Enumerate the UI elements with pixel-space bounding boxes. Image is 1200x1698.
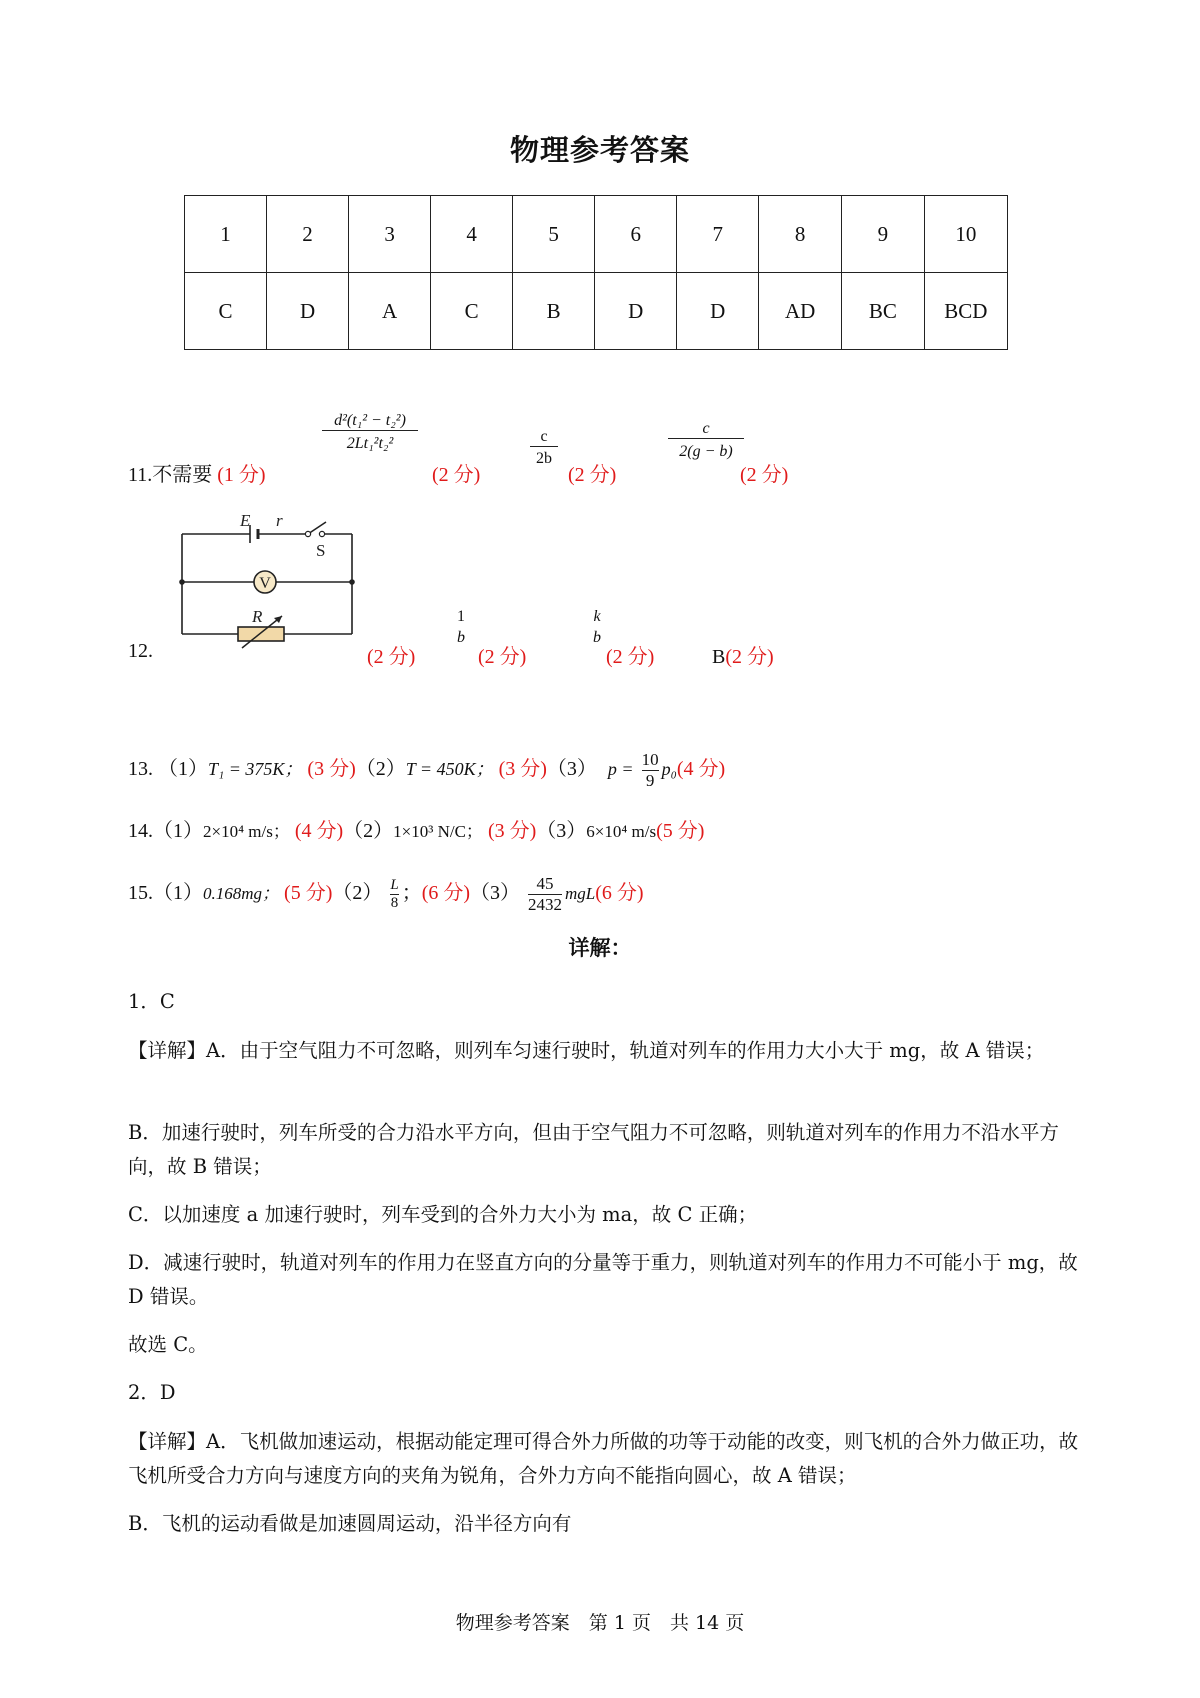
table-cell: BC	[842, 273, 925, 350]
table-cell: 6	[595, 196, 677, 273]
q12-label: 12.	[128, 640, 153, 662]
q13-answer-1: T₁ = 375K；	[208, 759, 303, 780]
table-row-answers	[185, 273, 1008, 350]
q13-score-2: (3 分)	[498, 758, 547, 781]
q14-part-2: （2）	[343, 820, 394, 842]
table-cell: C	[431, 273, 513, 350]
q14-part-3: （3）	[536, 820, 587, 842]
q15-score-2: (6 分)	[421, 882, 471, 905]
q12-fraction-2-denominator: b	[593, 629, 601, 646]
q15-answer-2-numerator: L	[390, 877, 399, 893]
detail-line: C．以加速度 a 加速行驶时，列车受到的合外力大小为 ma，故 C 正确；	[128, 1203, 758, 1226]
q15-part-1: （1）	[153, 882, 203, 905]
table-cell: 8	[759, 196, 842, 273]
circuit-label-r: r	[276, 511, 283, 530]
q15-part-2: （2）	[332, 882, 383, 905]
table-cell: 1	[185, 196, 267, 273]
detail-line: D．减速行驶时，轨道对列车的作用力在竖直方向的分量等于重力，则轨道对列车的作用力不可能小于 mg，故 D 错误。	[128, 1251, 1078, 1308]
q11-fraction-1-numerator: d²(t₁² − t₂²)	[334, 412, 406, 429]
table-cell: 3	[349, 196, 431, 273]
q13-score-3: (4 分)	[676, 758, 726, 781]
table-cell: BCD	[924, 273, 1007, 350]
q11-fraction-3	[668, 420, 744, 461]
q12-score-1: (2 分)	[367, 646, 416, 668]
q13-answer-3-numerator: 10	[641, 750, 659, 769]
circuit-label-v: V	[259, 575, 271, 592]
q13-score-1: (3 分)	[307, 758, 356, 781]
q13-answer-3-prefix: p =	[607, 759, 634, 780]
q11-score-2: (2 分)	[432, 464, 481, 486]
q12-fraction-1-denominator: b	[457, 629, 465, 646]
switch-icon	[305, 522, 326, 537]
circuit-label-s: S	[316, 541, 326, 560]
q15-answer-1: 0.168mg；	[203, 884, 280, 904]
q11-score-4: (2 分)	[740, 464, 789, 486]
q11-fraction-2-denominator: 2b	[530, 446, 558, 468]
q12-fraction-2	[588, 608, 606, 647]
q13-part-3: （3）	[546, 758, 597, 781]
q14-label: 14.	[128, 820, 153, 842]
q11-fraction-1	[322, 412, 418, 453]
table-cell: 4	[431, 196, 513, 273]
q15-answer-3-suffix: mgL	[565, 884, 596, 904]
q15-part-3: （3）	[470, 882, 521, 905]
q15-answer-3-fraction	[528, 874, 562, 915]
q13-label: 13.	[128, 758, 153, 781]
table-cell: 10	[924, 196, 1007, 273]
q11-fraction-1-denominator: 2Lt₁²t₂²	[322, 430, 418, 453]
detail-line: 1．C	[128, 990, 175, 1013]
circuit-diagram	[170, 510, 360, 650]
q15-score-1: (5 分)	[284, 882, 333, 905]
q14-score-2: (3 分)	[487, 820, 537, 842]
table-cell: 2	[267, 196, 349, 273]
q13-answer-2: T = 450K；	[405, 759, 494, 780]
q15-score-3: (6 分)	[595, 882, 644, 905]
detail-line: 【详解】A．由于空气阻力不可忽略，则列车匀速行驶时，轨道对列车的作用力大小大于 mg，故 A 错误；	[128, 1039, 1045, 1062]
table-cell: D	[677, 273, 759, 350]
q13-answer-3-denominator: 9	[642, 770, 659, 791]
table-cell: B	[513, 273, 595, 350]
battery-icon	[250, 525, 258, 543]
q14-score-3: (5 分)	[656, 820, 705, 842]
q11-fraction-2	[530, 428, 558, 468]
page-title: 物理参考答案	[509, 133, 690, 167]
q11-fraction-2-numerator: c	[540, 428, 548, 445]
q12-answer-4-value: B	[712, 646, 726, 668]
circuit-label-e: E	[240, 511, 251, 530]
q12-fraction-2-numerator: k	[593, 608, 601, 625]
table-cell: D	[267, 273, 349, 350]
detail-line: B．加速行驶时，列车所受的合力沿水平方向，但由于空气阻力不可忽略，则轨道对列车的作用力不沿水平方向，故 B 错误；	[128, 1121, 1059, 1178]
q12-score-3: (2 分)	[606, 646, 655, 668]
q12-fraction-1-numerator: 1	[457, 608, 465, 625]
q13-line	[128, 750, 725, 791]
q12-score-2: (2 分)	[478, 646, 527, 668]
q14-line	[128, 814, 704, 843]
table-cell: A	[349, 273, 431, 350]
table-cell: 7	[677, 196, 759, 273]
q15-line	[128, 874, 644, 915]
q14-answer-3: 6×10⁴ m/s	[586, 822, 657, 841]
q14-answer-2: 1×10³ N/C；	[393, 822, 483, 841]
detail-line: 【详解】A．飞机做加速运动，根据动能定理可得合外力所做的功等于动能的改变，则飞机的合外力做正功，故飞机所受合力方向与速度方向的夹角为锐角，合外力方向不能指向圆心，故 A 错误；	[128, 1430, 1079, 1487]
table-cell: 9	[842, 196, 925, 273]
q15-answer-3-numerator: 45	[536, 874, 554, 893]
q11-score-1: (1 分)	[217, 464, 266, 486]
page-footer: 物理参考答案 第 1 页 共 14 页	[455, 1612, 745, 1634]
detail-line: 2．D	[128, 1381, 176, 1404]
q14-answer-1: 2×10⁴ m/s；	[203, 822, 290, 841]
circuit-label-rheostat: R	[252, 607, 263, 626]
q11-score-3: (2 分)	[568, 464, 617, 486]
q11-line	[128, 458, 266, 487]
table-cell: C	[185, 273, 267, 350]
q12-answer-4	[712, 640, 774, 669]
q11-label: 11.不需要	[128, 464, 213, 486]
q11-fraction-3-denominator: 2(g − b)	[668, 438, 744, 461]
q15-answer-2-denominator: 8	[390, 895, 399, 911]
answer-table	[184, 195, 1008, 350]
q11-fraction-3-numerator: c	[702, 420, 710, 437]
q13-answer-3-fraction	[642, 750, 659, 791]
table-cell: AD	[759, 273, 842, 350]
q12-fraction-1	[452, 608, 470, 647]
q13-part-1: （1）	[158, 758, 208, 781]
details-heading: 详解：	[568, 936, 632, 960]
q15-answer-2-suffix: ；	[401, 882, 422, 905]
q15-answer-2-fraction	[390, 877, 398, 912]
q13-part-2: （2）	[355, 758, 406, 781]
table-cell: D	[595, 273, 677, 350]
q12-score-4: (2 分)	[725, 646, 774, 668]
q15-label: 15.	[128, 882, 153, 905]
detail-line: 故选 C。	[128, 1333, 208, 1356]
table-row-numbers	[185, 196, 1008, 273]
q14-part-1: （1）	[153, 820, 203, 842]
q15-answer-3-denominator: 2432	[528, 895, 563, 914]
q13-answer-3-suffix: p₀	[661, 759, 677, 780]
table-cell: 5	[513, 196, 595, 273]
detail-line: B．飞机的运动看做是加速圆周运动，沿半径方向有	[128, 1512, 572, 1535]
q14-score-1: (4 分)	[294, 820, 344, 842]
